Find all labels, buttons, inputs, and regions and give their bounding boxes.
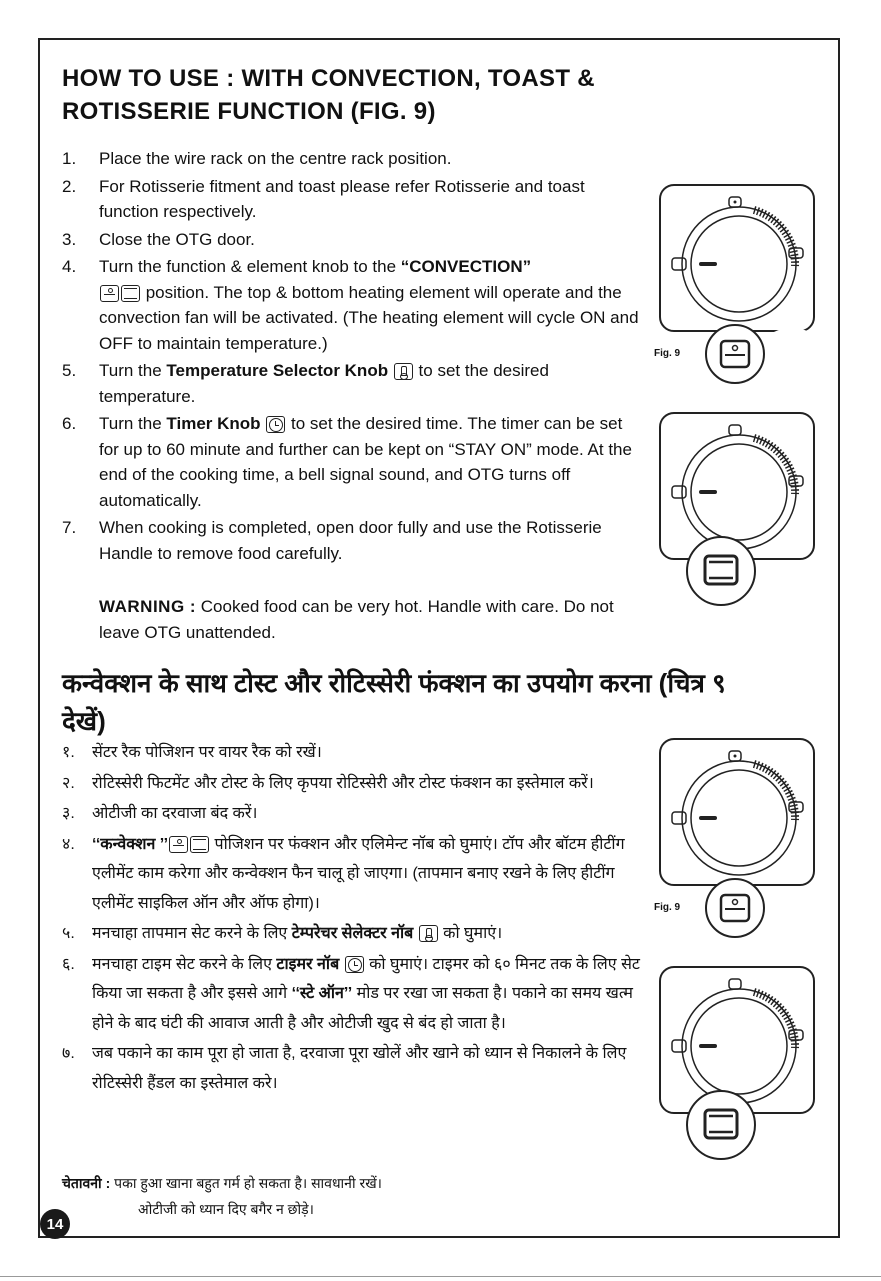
list-item: 7. When cooking is completed, open door fully and use the Rotisserie Handle to remove food carefully. bbox=[62, 518, 602, 563]
page-bottom-rule bbox=[0, 1276, 881, 1277]
top-bottom-heater-icon bbox=[121, 285, 140, 302]
list-item: ७. जब पकाने का काम पूरा हो जाता है, दरवाजा पूरा खोलें और खाने को ध्यान से निकालने के लिए रोटिस्सेरी हैंडल का इस्तेमाल करे। bbox=[62, 1045, 627, 1092]
list-item: २. रोटिस्सेरी फिटमेंट और टोस्ट के लिए कृपया रोटिस्सेरी और टोस्ट फंक्शन का इस्तेमाल करें। bbox=[62, 774, 594, 792]
list-item: 3. Close the OTG door. bbox=[62, 229, 255, 249]
top-bottom-heater-icon bbox=[190, 836, 209, 853]
figure-knob-function-1 bbox=[654, 184, 815, 396]
english-steps bbox=[62, 146, 642, 568]
figure-knob-function-2 bbox=[654, 738, 815, 950]
temperature-icon bbox=[394, 363, 413, 380]
list-item: 2. For Rotisserie fitment and toast please refer Rotisserie and toast function respectively. bbox=[62, 176, 585, 221]
timer-knob-diagram bbox=[659, 966, 815, 1188]
hindi-heading: कन्वेक्शन के साथ टोस्ट और रोटिस्सेरी फंक्शन का उपयोग करना (चित्र ९ देखें) bbox=[62, 668, 726, 736]
list-item: 1. Place the wire rack on the centre rack position. bbox=[62, 149, 452, 168]
english-heading: HOW TO USE : WITH CONVECTION, TOAST & ROTISSERIE FUNCTION (FIG. 9) bbox=[62, 65, 595, 125]
timer-icon bbox=[266, 416, 285, 433]
timer-knob-diagram bbox=[659, 412, 815, 634]
hindi-steps bbox=[62, 738, 642, 1099]
list-item: 5. Turn the Temperature Selector Knob to set the desired temperature. bbox=[62, 361, 549, 406]
list-item: 4. Turn the function & element knob to the “CONVECTION” position. The top & bottom heating element will operate and the convection fan will be activated. (The heating element will cycle ON and OFF to maintain temperature.) bbox=[62, 257, 639, 353]
figure-knob-timer-2 bbox=[659, 966, 815, 1188]
english-warning: WARNING : Cooked food can be very hot. Handle with care. Do not leave OTG unattended. bbox=[99, 597, 614, 642]
figure-label: Fig. 9 bbox=[654, 348, 681, 359]
list-item: ४. ‘‘कन्वेक्शन ’’ पोजिशन पर फंक्शन और एलिमेन्ट नॉब को घुमाएं। टॉप और बॉटम हीटींग एलीमेंट काम करेगा और कन्वेक्शन फैन चालू हो जाएगा। (तापमान बनाए रखने के लिए हीटींग एलीमेंट साइकिल ऑन और ऑफ होगा)। bbox=[62, 835, 625, 912]
list-item: ५. मनचाहा तापमान सेट करने के लिए टेम्परेचर सेलेक्टर नॉब को घुमाएं। bbox=[62, 925, 503, 942]
hindi-warning: चेतावनी : पका हुआ खाना बहुत गर्म हो सकता है। सावधानी रखें। ओटीजी को ध्यान दिए बगैर न छोड़े। bbox=[62, 1175, 382, 1217]
page-number: 14 bbox=[40, 1209, 70, 1239]
function-knob-diagram bbox=[659, 184, 815, 396]
list-item: 6. Turn the Timer Knob to set the desired time. The timer can be set for up to 60 minute and further can be kept on “STAY ON” mode. At the end of the cooking time, a bell signal sound, and OTG turns off automatically. bbox=[62, 414, 632, 510]
list-item: ३. ओटीजी का दरवाजा बंद करें। bbox=[62, 805, 258, 822]
convection-icon bbox=[100, 285, 119, 302]
list-item: ६. मनचाहा टाइम सेट करने के लिए टाइमर नॉब को घुमाएं। टाइमर को ६० मिनट तक के लिए सेट किया जा सकता है और इससे आगे ‘‘स्टे ऑन’’ मोड पर रखा जा सकता है। पकाने का समय खत्म होने के बाद घंटी की आवाज आती है और ओटीजी खुद से बंद हो जाता है। bbox=[62, 955, 640, 1032]
timer-icon bbox=[345, 956, 364, 973]
function-knob-diagram bbox=[659, 738, 815, 950]
temperature-icon bbox=[419, 925, 438, 942]
convection-icon bbox=[169, 836, 188, 853]
figure-label: Fig. 9 bbox=[654, 902, 681, 913]
list-item: १. सेंटर रैक पोजिशन पर वायर रैक को रखें। bbox=[62, 744, 322, 761]
figure-knob-timer-1 bbox=[659, 412, 815, 634]
